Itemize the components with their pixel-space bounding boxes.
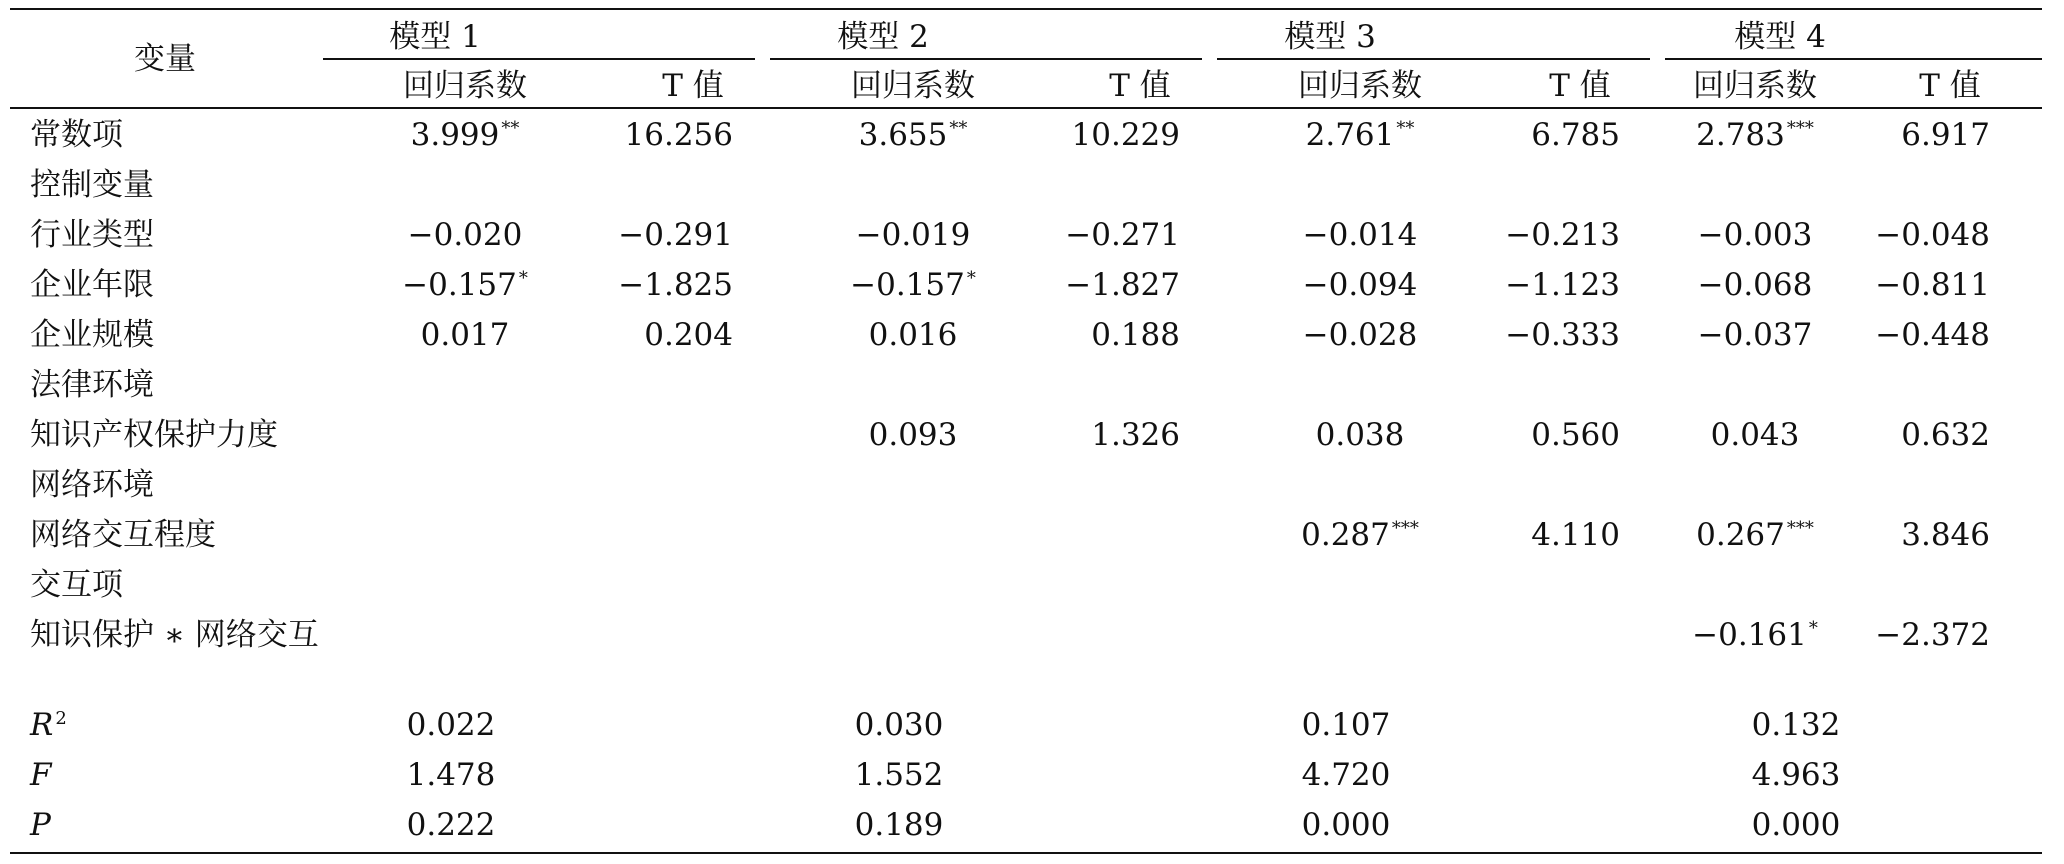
t-value: −0.271: [1065, 217, 1180, 253]
stat-superscript: 2: [55, 708, 67, 729]
row-label: 网络交互程度: [30, 517, 216, 553]
variable-header: 变量: [134, 41, 196, 77]
coef-value: −0.003: [1697, 217, 1813, 253]
coef-value: 3.999 **: [410, 117, 520, 153]
model-1-header: 模型 1: [389, 19, 481, 55]
stat-value: 0.132: [1751, 707, 1841, 743]
row-label: 交互项: [30, 567, 123, 603]
t-value: 4.110: [1531, 517, 1620, 553]
coef-value: 0.017: [420, 317, 510, 353]
t-value-header: T 值: [1919, 68, 1981, 104]
bottom-rule: [10, 852, 2042, 854]
stat-value: 0.030: [854, 707, 944, 743]
t-value: 6.917: [1901, 117, 1990, 153]
significance-mark: **: [501, 118, 520, 139]
row-label: 企业规模: [30, 317, 154, 353]
coef-value: 0.016: [868, 317, 958, 353]
stat-value: 0.000: [1751, 807, 1841, 843]
model-3-underline: [1217, 58, 1650, 60]
significance-mark: **: [949, 118, 968, 139]
t-value: 10.229: [1071, 117, 1180, 153]
coef-value: 0.287 ***: [1301, 517, 1419, 553]
coef-value: −0.161 *: [1692, 617, 1818, 653]
t-value: 3.846: [1901, 517, 1990, 553]
stat-value: 4.963: [1751, 757, 1841, 793]
row-label: 知识保护 ∗ 网络交互: [30, 617, 319, 653]
regression-table: [10, 8, 2042, 854]
coef-value: −0.157 *: [850, 267, 976, 303]
t-value: −0.213: [1505, 217, 1620, 253]
coef-value: 0.043: [1710, 417, 1800, 453]
t-value: 1.326: [1091, 417, 1180, 453]
row-label: 企业年限: [30, 267, 154, 303]
coef-value: −0.037: [1697, 317, 1813, 353]
coef-value: 0.267 ***: [1696, 517, 1814, 553]
stat-label: R $^2$: [30, 707, 67, 743]
model-1-underline: [323, 58, 755, 60]
coef-value: −0.028: [1302, 317, 1418, 353]
top-rule: [10, 8, 2042, 10]
row-label: 法律环境: [30, 367, 154, 403]
coef-value: 3.655 **: [858, 117, 968, 153]
model-2-underline: [770, 58, 1202, 60]
model-4-header: 模型 4: [1734, 19, 1826, 55]
row-label: 控制变量: [30, 167, 154, 203]
significance-mark: ***: [1786, 118, 1814, 139]
stat-value: 0.107: [1301, 707, 1391, 743]
row-label: 常数项: [30, 117, 123, 153]
significance-mark: *: [966, 268, 976, 289]
coef-value: 2.761 **: [1305, 117, 1415, 153]
stat-label: F: [30, 757, 52, 793]
coef-value: −0.068: [1697, 267, 1813, 303]
significance-mark: ***: [1391, 518, 1419, 539]
t-value: −0.811: [1875, 267, 1990, 303]
row-label: 行业类型: [30, 217, 154, 253]
t-value: −1.123: [1505, 267, 1620, 303]
model-3-header: 模型 3: [1284, 19, 1376, 55]
t-value-header: T 值: [1549, 68, 1611, 104]
stat-value: 0.222: [406, 807, 496, 843]
stat-value: 0.022: [406, 707, 496, 743]
significance-mark: ***: [1786, 518, 1814, 539]
t-value: −1.827: [1065, 267, 1180, 303]
t-value: 0.188: [1091, 317, 1180, 353]
coef-value: −0.019: [855, 217, 971, 253]
stat-value: 0.189: [854, 807, 944, 843]
row-label: 网络环境: [30, 467, 154, 503]
t-value: −2.372: [1875, 617, 1990, 653]
coef-value: −0.020: [407, 217, 523, 253]
t-value: −0.291: [618, 217, 733, 253]
significance-mark: *: [1808, 618, 1818, 639]
coef-value: 0.038: [1315, 417, 1405, 453]
row-label: 知识产权保护力度: [30, 417, 278, 453]
stat-value: 0.000: [1301, 807, 1391, 843]
t-value: −0.448: [1875, 317, 1990, 353]
t-value: 6.785: [1531, 117, 1620, 153]
coef-value: −0.094: [1302, 267, 1418, 303]
header-bottom-rule: [10, 107, 2042, 109]
coef-header: 回归系数: [851, 68, 975, 104]
t-value: −1.825: [618, 267, 733, 303]
stat-value: 4.720: [1301, 757, 1391, 793]
t-value-header: T 值: [1109, 68, 1171, 104]
stat-value: 1.552: [854, 757, 944, 793]
t-value: 0.204: [644, 317, 733, 353]
coef-value: 2.783 ***: [1696, 117, 1814, 153]
t-value: −0.333: [1505, 317, 1620, 353]
t-value: −0.048: [1875, 217, 1990, 253]
coef-value: −0.014: [1302, 217, 1418, 253]
significance-mark: *: [518, 268, 528, 289]
t-value: 0.632: [1901, 417, 1990, 453]
stat-value: 1.478: [406, 757, 496, 793]
t-value: 16.256: [624, 117, 733, 153]
t-value-header: T 值: [662, 68, 724, 104]
coef-header: 回归系数: [1298, 68, 1422, 104]
model-4-underline: [1665, 58, 2042, 60]
coef-header: 回归系数: [403, 68, 527, 104]
stat-label: P: [30, 807, 51, 843]
significance-mark: **: [1396, 118, 1415, 139]
coef-value: 0.093: [868, 417, 958, 453]
coef-value: −0.157 *: [402, 267, 528, 303]
coef-header: 回归系数: [1693, 68, 1817, 104]
t-value: 0.560: [1531, 417, 1620, 453]
model-2-header: 模型 2: [837, 19, 929, 55]
